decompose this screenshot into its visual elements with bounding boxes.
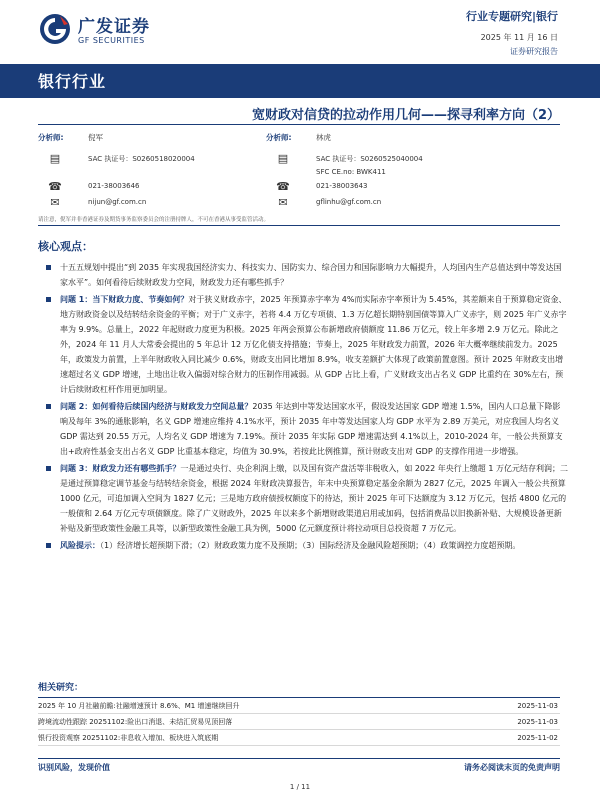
analyst-card [266,132,526,212]
license-disclaimer: 请注意，倪军并非香港证券及期货事务监察委员会的注册持牌人，不可在香港从事受监管活动。 [38,217,270,223]
page-header [0,0,600,62]
square-bullet-icon [46,543,51,548]
footer-disclaimer-note: 请务必阅读末页的免责声明 [464,763,560,772]
mail-icon: ✉ [50,196,60,209]
analyst-sac: SAC 执证号：S0260525040004 [316,155,423,163]
related-report-row[interactable] [38,714,560,730]
key-points-list [38,260,568,555]
section-divider [38,225,560,226]
key-point-item [38,260,568,290]
analyst-sac: SAC 执证号：S0260518020004 [88,155,195,163]
title-divider [38,124,560,125]
report-title: 宽财政对信贷的拉动作用几何——探寻利率方向（2） [251,108,560,123]
mail-icon: ✉ [278,196,288,209]
page-number: 1 / 11 [289,783,311,791]
key-point-text: 对于狭义财政赤字，2025 年预算赤字率为 4%而实际赤字率预计为 5.45%，其差额来自于预算稳定资金、地方财政资金以及结转结余资金的平衡；对于广义赤字，若将 4.4 万亿专项债、1.3 万亿超长期特别国债等算入广义赤字，则 2025 年广义赤字率为 9.9%。总量上，2022 年起财政力度更为积极。2025 年两会预算公布新增政府债额度 11.86 万亿元，较上年多增 2.9 万亿元。除此之外，2024 年 11 月人大常委会提出的 5 年总计 12 万亿化债支持措施；节奏上，2025 年财政发力前置，2026 年大概率继续前发力。2025 年，政策发力前置，上半年财政收入同比减少 0.6%，财政支出同比增加 8.9%，收支差额扩大体现了政策前置意图。预计 2025 年财政支出增速超过名义 GDP 增速，土地出让收入偏弱对综合财力的压制作用减弱。从 GDP 占比上看，广义财政支出占名义 GDP 比重约在 30%左右，预计后续财政杠杆作用更加明显。 [60,295,567,394]
related-report-date: 2025-11-03 [517,702,558,710]
page-footer [38,758,560,778]
footer-slogan: 识别风险，发现价值 [38,763,110,772]
related-report-row[interactable] [38,730,560,746]
analyst-phone: 021-38003643 [316,182,368,190]
report-type: 证券研究报告 [510,47,558,56]
company-logo [38,10,168,54]
analyst-name: 倪军 [88,133,103,142]
key-point-item [38,292,568,397]
related-report-title[interactable]: 2025 年 10 月社融前瞻:社融增速预计 8.6%、M1 增速继续回升 [38,702,240,710]
header-info [466,8,558,57]
related-report-title[interactable]: 银行投资观察 20251102:非息收入增加、板块进入筑底期 [38,734,219,742]
phone-icon: ☎ [276,180,290,193]
related-report-date: 2025-11-03 [517,718,558,726]
related-research [38,680,560,746]
analyst-phone: 021-38003646 [88,182,140,190]
key-point-lead: 风险提示： [60,541,100,550]
related-research-title: 相关研究： [38,680,560,698]
square-bullet-icon [46,404,51,409]
key-points-title: 核心观点： [38,240,93,253]
key-point-text: 一是通过央行、央企利润上缴，以及国有资产盘活等非税收入，如 2022 年央行上缴超 1 万亿元结存利润；二是通过预算稳定调节基金与结转结余资金，根据 2024 年财政决算报告，年末中央预算稳定基金余额为 2827 亿元，2025 年调入一般公共预算 1000 亿元，可追加调入空间为 1827 亿元；三是地方政府债授权额度下的待达，预计 2025 年可下达额度为 3.12 万亿元，包括 4800 亿元的一般债和 2.64 万亿元专项债额度。除了广义财政外，2025 年以来多个新增财政渠道启用或加码，包括消费品以旧换新补贴、大规模设备更新补贴及新型政策性金融工具等，以新型政策性金融工具为例，5000 亿元额度预计将拉动项目总投资超 7 万亿元。 [60,464,568,533]
analyst-name: 林虎 [316,133,331,142]
key-point-item [38,538,568,553]
analyst-email[interactable]: nijun@gf.com.cn [88,198,147,206]
industry-title: 银行行业 [38,72,107,91]
key-point-lead: 问题 3：财政发力还有哪些抓手？ [60,464,181,473]
square-bullet-icon [46,297,51,302]
logo-english-name: GF SECURITIES [78,36,145,45]
gf-logo-icon [38,12,72,46]
key-point-text: 十五五规划中提出“到 2035 年实现我国经济实力、科技实力、国防实力、综合国力和国际影响力大幅提升，人均国内生产总值达到中等发达国家水平”。如何看待后续财政发力空间，财政发力还有哪些抓手？ [60,263,562,287]
report-category: 行业专题研究|银行 [465,10,558,23]
analyst-role: 分析师: [38,133,64,142]
key-point-lead: 问题 1：当下财政力度、节奏如何？ [60,295,189,304]
analyst-section [38,132,560,212]
analyst-sfc: SFC CE.no: BWK411 [316,168,386,176]
related-report-title[interactable]: 跨境流动性跟踪 20251102:险出口消退、未结汇贸易见顶回落 [38,718,233,726]
id-card-icon: ▤ [277,152,289,165]
analyst-email[interactable]: gflinhu@gf.com.cn [316,198,382,206]
related-report-date: 2025-11-02 [517,734,558,742]
phone-icon: ☎ [48,180,62,193]
id-card-icon: ▤ [49,152,61,165]
key-point-lead: 问题 2：如何看待后续国内经济与财政发力空间总量？ [60,402,253,411]
square-bullet-icon [46,265,51,270]
report-date: 2025 年 11 月 16 日 [480,33,558,42]
square-bullet-icon [46,466,51,471]
industry-band [0,64,600,98]
key-point-item [38,399,568,459]
key-point-text: （1）经济增长超预期下滑；（2）财政政策力度不及预期；（3）国际经济及金融风险超预期；（4）政策调控力度超预期。 [100,541,521,550]
analyst-role: 分析师: [266,133,292,142]
logo-chinese-name: 广发证券 [78,17,150,37]
analyst-card [38,132,298,212]
key-point-item [38,461,568,536]
key-point-text: 2035 年达到中等发达国家水平，假设发达国家 GDP 增速 1.5%，国内人口总量下降影响及每年 3%的通胀影响，名义 GDP 增速应维持 4.1%水平，预计 2035 年中等发达国家人均 GDP 水平为 2.89 万美元，对应我国人均名义 GDP 需达到 20.55 万元，人均名义 GDP 增速为 7.19%。预计 2035 年实际 GDP 增速需达到 4.1%以上，2010-2024 年，一般公共预算支出+政府性基金支出占名义 GDP 比重基本稳定，均值为 30.9%，若按此比例推算，预计财政支出对 GDP 的支撑作用进一步增强。 [60,402,563,456]
related-report-row[interactable] [38,698,560,714]
